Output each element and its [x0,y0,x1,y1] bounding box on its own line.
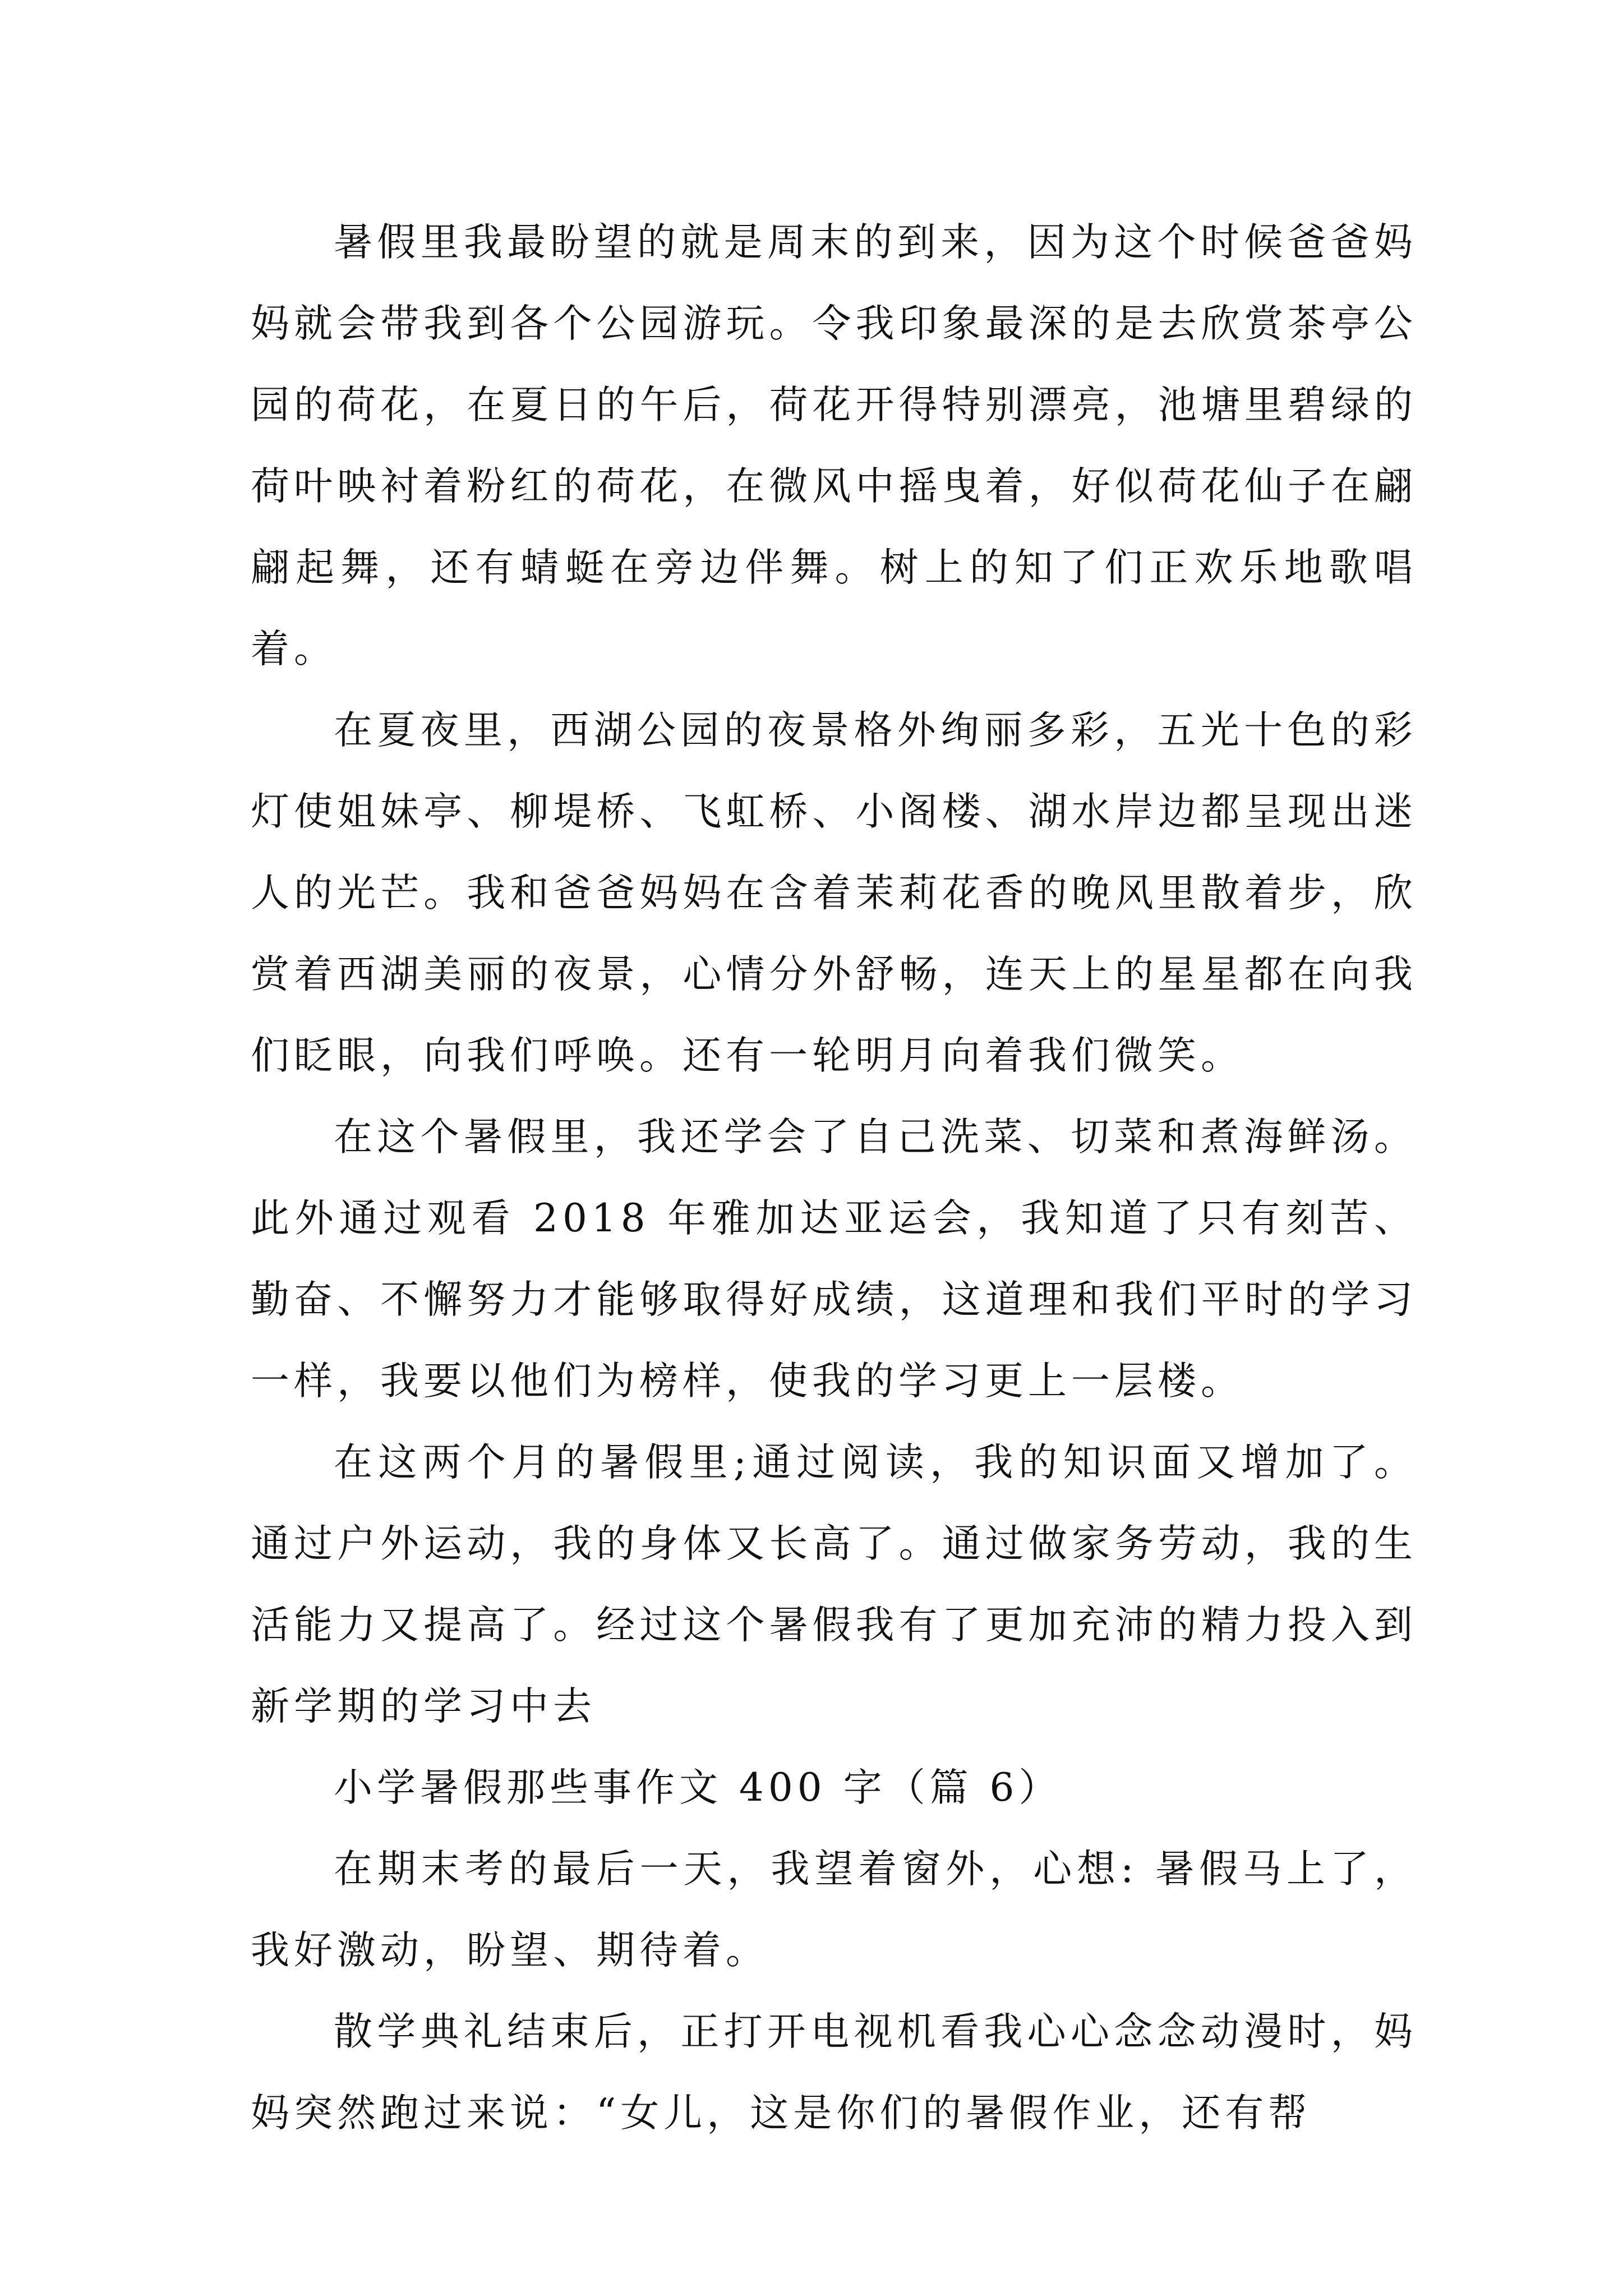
paragraph-cooking-asian-games: 在这个暑假里，我还学会了自己洗菜、切菜和煮海鲜汤。此外通过观看 2018 年雅加达亚运会，我知道了只有刻苦、勤奋、不懈努力才能够取得好成绩，这道理和我们平时的学习一样，我要以他们为榜样，使我的学习更上一层楼。 [251,1115,1417,1404]
paragraph-park-lotus: 暑假里我最盼望的就是周末的到来，因为这个时候爸爸妈妈就会带我到各个公园游玩。令我印象最深的是去欣赏茶亭公园的荷花，在夏日的午后，荷花开得特别漂亮，池塘里碧绿的荷叶映衬着粉红的荷花，在微风中摇曳着，好似荷花仙子在翩翩起舞，还有蜻蜓在旁边伴舞。树上的知了们正欢乐地歌唱着。 [251,220,1417,671]
paragraph-ceremony: 散学典礼结束后，正打开电视机看我心心念念动漫时，妈妈突然跑过来说：“女儿，这是你们的暑假作业，还有帮 [251,2009,1417,2136]
paragraph-west-lake-night: 在夏夜里，西湖公园的夜景格外绚丽多彩，五光十色的彩灯使姐妹亭、柳堤桥、飞虹桥、小阁楼、湖水岸边都呈现出迷人的光芒。我和爸爸妈妈在含着茉莉花香的晚风里散着步，欣赏着西湖美丽的夜景，心情分外舒畅，连天上的星星都在向我们眨眼，向我们呼唤。还有一轮明月向着我们微笑。 [251,708,1417,1078]
section-title: 小学暑假那些事作文 400 字（篇 6） [334,1765,1062,1810]
paragraph-summary: 在这两个月的暑假里;通过阅读，我的知识面又增加了。通过户外运动，我的身体又长高了。通过做家务劳动，我的生活能力又提高了。经过这个暑假我有了更加充沛的精力投入到新学期的学习中去 [251,1440,1417,1729]
document-body [251,202,1417,2154]
paragraph-last-exam-day: 在期末考的最后一天，我望着窗外，心想: 暑假马上了，我好激动，盼望、期待着。 [251,1847,1417,1973]
